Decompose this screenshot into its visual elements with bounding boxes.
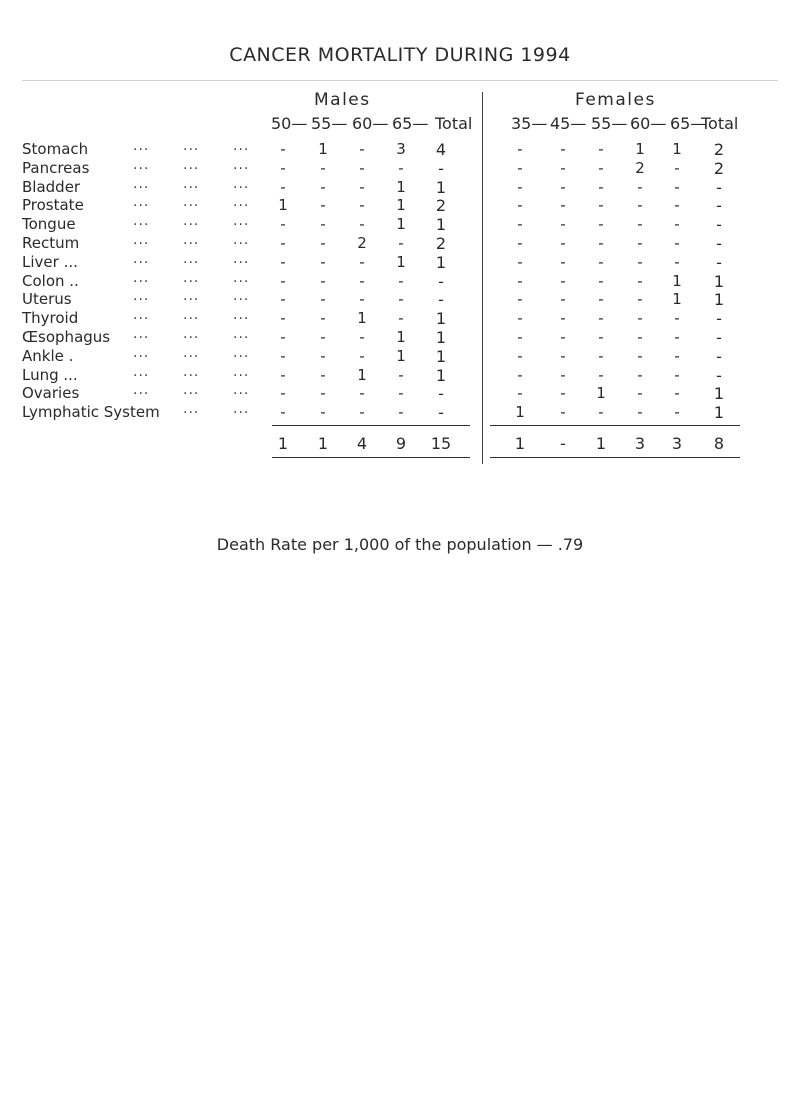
table-row <box>0 363 800 386</box>
male-cell: - <box>438 158 444 178</box>
male-cell: - <box>280 403 286 422</box>
male-cell: - <box>280 140 286 158</box>
female-cell: 1 <box>596 384 606 403</box>
male-cell: 1 <box>357 365 367 384</box>
row-label: Lymphatic System <box>22 403 160 422</box>
female-cell: - <box>674 384 680 403</box>
male-cell: 1 <box>435 177 447 197</box>
male-cell: 1 <box>396 196 406 215</box>
male-cell: - <box>359 215 365 234</box>
leader-dots: ... <box>183 138 200 154</box>
female-cell: - <box>674 252 680 271</box>
leader-dots: ... <box>133 307 150 324</box>
female-cell: - <box>517 234 523 252</box>
top-rule <box>22 80 778 81</box>
female-total-cell: - <box>560 434 566 453</box>
female-cell: 1 <box>515 403 525 422</box>
female-cell: - <box>716 309 722 329</box>
leader-dots: ... <box>183 401 200 418</box>
leader-dots: ... <box>233 382 250 399</box>
male-cell: 1 <box>435 365 447 385</box>
male-cell: - <box>359 403 365 422</box>
male-cell: 1 <box>396 252 406 271</box>
male-cell: 1 <box>435 252 447 272</box>
row-label: Ankle . <box>22 346 74 365</box>
female-cell: 2 <box>635 158 645 177</box>
male-cell: 1 <box>318 140 328 158</box>
leader-dots: ... <box>233 307 250 324</box>
male-cell: 2 <box>435 234 447 253</box>
death-rate-footer: Death Rate per 1,000 of the population — .79 <box>216 535 584 554</box>
female-cell: - <box>560 309 566 328</box>
male-cell: - <box>359 384 365 403</box>
male-cell: 1 <box>357 309 367 328</box>
table-row <box>0 215 800 235</box>
female-cell: - <box>598 365 604 384</box>
female-cell: - <box>637 252 643 271</box>
male-cell: - <box>438 271 444 291</box>
female-cell: - <box>517 140 523 158</box>
leader-dots: ... <box>183 288 200 305</box>
female-cell: - <box>637 177 643 196</box>
males-col-header: 65— <box>392 114 429 133</box>
female-cell: - <box>637 271 643 290</box>
male-cell: - <box>280 384 286 403</box>
leader-dots: ... <box>133 138 150 154</box>
leader-dots: ... <box>233 363 250 380</box>
female-cell: - <box>674 177 680 196</box>
male-cell: - <box>359 346 365 365</box>
male-cell: - <box>280 365 286 384</box>
female-cell: - <box>674 196 680 215</box>
leader-dots: ... <box>133 213 150 230</box>
leader-dots: ... <box>133 363 150 380</box>
female-cell: - <box>517 177 523 196</box>
male-total-cell: 1 <box>317 434 329 453</box>
female-cell: - <box>598 403 604 422</box>
male-cell: - <box>280 346 286 365</box>
female-cell: - <box>598 271 604 290</box>
row-label: Tongue <box>22 215 76 234</box>
females-col-header: Total <box>701 114 739 133</box>
leader-dots: ... <box>183 307 200 324</box>
male-total-cell: 15 <box>430 434 452 453</box>
female-cell: - <box>716 252 722 272</box>
table-row <box>0 403 800 423</box>
leader-dots: ... <box>183 250 200 267</box>
female-cell: - <box>517 365 523 384</box>
female-cell: 1 <box>672 271 682 290</box>
female-cell: - <box>637 196 643 215</box>
male-cell: - <box>438 290 444 310</box>
female-cell: - <box>517 215 523 234</box>
male-cell: - <box>320 365 326 384</box>
female-cell: - <box>674 403 680 422</box>
leader-dots: ... <box>183 363 200 380</box>
female-total-cell: 1 <box>595 434 607 453</box>
male-cell: - <box>280 234 286 252</box>
leader-dots: ... <box>133 382 150 399</box>
female-cell: - <box>598 328 604 346</box>
female-cell: - <box>716 234 722 253</box>
males-col-header: 55— <box>311 114 348 133</box>
table-row <box>0 269 800 292</box>
table-row <box>0 250 800 273</box>
female-cell: - <box>560 290 566 309</box>
female-cell: - <box>674 309 680 328</box>
male-cell: - <box>280 328 286 346</box>
female-cell: - <box>517 328 523 346</box>
female-cell: - <box>560 346 566 365</box>
leader-dots: ... <box>233 326 250 342</box>
totals-rule-bottom <box>490 457 740 458</box>
female-cell: - <box>716 346 722 366</box>
female-cell: - <box>716 215 722 235</box>
female-cell: - <box>598 309 604 328</box>
female-total-cell: 8 <box>713 434 725 453</box>
leader-dots: ... <box>183 382 200 399</box>
male-cell: - <box>398 158 404 177</box>
male-cell: - <box>398 403 404 422</box>
male-cell: - <box>320 346 326 365</box>
female-cell: - <box>716 328 722 347</box>
male-cell: 1 <box>396 328 406 346</box>
female-cell: - <box>674 346 680 365</box>
male-cell: 1 <box>278 196 288 215</box>
female-cell: - <box>598 234 604 252</box>
female-cell: - <box>674 158 680 177</box>
row-label: Pancreas <box>22 158 90 177</box>
female-cell: - <box>517 309 523 328</box>
female-cell: - <box>637 328 643 346</box>
male-cell: - <box>398 271 404 290</box>
totals-values <box>0 434 800 454</box>
female-cell: - <box>560 234 566 252</box>
male-cell: - <box>398 234 404 252</box>
row-label: Bladder <box>22 177 81 196</box>
male-cell: 1 <box>435 346 447 366</box>
leader-dots: ... <box>183 213 200 230</box>
male-cell: - <box>320 177 326 196</box>
leader-dots: ... <box>233 213 250 230</box>
female-cell: - <box>598 290 604 309</box>
female-cell: - <box>598 158 604 177</box>
row-label: Ovaries <box>22 384 80 403</box>
female-cell: 1 <box>713 271 725 291</box>
leader-dots: ... <box>183 269 200 286</box>
female-cell: - <box>716 196 722 216</box>
male-cell: - <box>359 271 365 290</box>
males-col-header: Total <box>435 114 473 133</box>
male-cell: 2 <box>435 196 447 216</box>
male-cell: 1 <box>396 177 406 196</box>
leader-dots: ... <box>133 326 150 342</box>
female-cell: 1 <box>635 140 645 158</box>
female-cell: - <box>560 196 566 215</box>
male-cell: - <box>280 309 286 328</box>
female-cell: - <box>517 384 523 403</box>
female-cell: - <box>560 328 566 346</box>
female-cell: - <box>598 140 604 158</box>
male-cell: - <box>359 177 365 196</box>
male-cell: 4 <box>435 140 447 159</box>
female-cell: - <box>716 365 722 385</box>
row-label: Thyroid <box>22 309 79 328</box>
males-col-header: 50— <box>271 114 308 133</box>
female-cell: 1 <box>713 290 725 310</box>
male-cell: - <box>320 234 326 252</box>
female-cell: - <box>517 290 523 309</box>
female-cell: - <box>598 252 604 271</box>
male-cell: 3 <box>396 140 406 158</box>
male-cell: 1 <box>396 346 406 365</box>
female-cell: - <box>560 158 566 177</box>
female-cell: - <box>637 365 643 384</box>
female-cell: - <box>598 177 604 196</box>
female-cell: - <box>716 177 722 197</box>
females-header: Females <box>575 90 656 110</box>
leader-dots: ... <box>133 344 150 361</box>
table-row <box>0 344 800 367</box>
leader-dots: ... <box>233 250 250 267</box>
male-cell: - <box>398 290 404 309</box>
female-cell: - <box>517 271 523 290</box>
female-cell: - <box>637 309 643 328</box>
table-row <box>0 309 800 329</box>
female-cell: - <box>560 271 566 290</box>
female-cell: 2 <box>713 158 725 178</box>
male-total-cell: 4 <box>356 434 368 453</box>
table-row <box>0 175 800 198</box>
leader-dots: ... <box>133 194 150 211</box>
female-cell: - <box>637 403 643 422</box>
male-cell: - <box>320 309 326 328</box>
female-cell: - <box>517 346 523 365</box>
males-header: Males <box>314 90 371 110</box>
leader-dots: ... <box>133 232 150 248</box>
male-cell: - <box>280 271 286 290</box>
male-cell: - <box>320 271 326 290</box>
female-cell: - <box>637 346 643 365</box>
table-row <box>0 328 800 348</box>
female-cell: - <box>517 158 523 177</box>
male-cell: - <box>359 196 365 215</box>
table-row <box>0 384 800 404</box>
female-cell: - <box>637 384 643 403</box>
female-cell: - <box>598 346 604 365</box>
row-label: Œsophagus <box>22 328 111 346</box>
female-cell: 1 <box>713 384 725 404</box>
female-cell: - <box>637 215 643 234</box>
male-cell: - <box>320 196 326 215</box>
male-cell: 1 <box>435 309 447 329</box>
leader-dots: ... <box>233 401 250 418</box>
leader-dots: ... <box>183 326 200 342</box>
female-cell: - <box>637 290 643 309</box>
table-row <box>0 234 800 254</box>
female-cell: - <box>517 252 523 271</box>
females-col-header: 65— <box>670 114 707 133</box>
totals-rule-top <box>490 425 740 426</box>
table-row <box>0 196 800 216</box>
leader-dots: ... <box>133 288 150 305</box>
row-label: Liver ... <box>22 252 78 271</box>
male-cell: - <box>280 158 286 177</box>
female-cell: - <box>517 196 523 215</box>
row-label: Stomach <box>22 140 89 158</box>
male-cell: - <box>438 384 444 404</box>
male-cell: - <box>320 384 326 403</box>
table-row <box>0 290 800 310</box>
leader-dots: ... <box>233 194 250 211</box>
female-cell: - <box>598 196 604 215</box>
leader-dots: ... <box>133 269 150 286</box>
male-cell: - <box>320 403 326 422</box>
leader-dots: ... <box>183 175 200 192</box>
row-label: Rectum <box>22 234 80 252</box>
table-row <box>0 140 800 160</box>
male-cell: - <box>398 384 404 403</box>
female-total-cell: 3 <box>671 434 683 453</box>
male-cell: 2 <box>357 234 367 252</box>
table-row <box>0 156 800 179</box>
female-cell: - <box>674 234 680 252</box>
leader-dots: ... <box>233 156 250 173</box>
male-cell: - <box>359 290 365 309</box>
leader-dots: ... <box>183 232 200 248</box>
male-cell: - <box>398 365 404 384</box>
leader-dots: ... <box>133 156 150 173</box>
leader-dots: ... <box>183 194 200 211</box>
leader-dots: ... <box>233 175 250 192</box>
male-cell: - <box>359 252 365 271</box>
female-cell: 1 <box>672 290 682 309</box>
female-cell: 1 <box>713 403 725 423</box>
row-label: Lung ... <box>22 365 78 384</box>
page-title: CANCER MORTALITY DURING 1994 <box>229 44 571 66</box>
females-col-header: 35— <box>511 114 548 133</box>
female-cell: - <box>560 365 566 384</box>
female-cell: - <box>674 215 680 234</box>
female-cell: - <box>560 384 566 403</box>
male-cell: - <box>280 252 286 271</box>
female-cell: - <box>637 234 643 252</box>
female-cell: - <box>560 140 566 158</box>
male-cell: - <box>359 158 365 177</box>
leader-dots: ... <box>233 232 250 248</box>
female-cell: - <box>560 403 566 422</box>
female-cell: - <box>598 215 604 234</box>
male-cell: 1 <box>396 215 406 234</box>
female-cell: - <box>560 252 566 271</box>
male-cell: - <box>320 328 326 346</box>
male-cell: - <box>359 328 365 346</box>
totals-rule-bottom <box>272 457 470 458</box>
leader-dots: ... <box>233 288 250 305</box>
leader-dots: ... <box>133 250 150 267</box>
female-total-cell: 3 <box>634 434 646 453</box>
leader-dots: ... <box>233 138 250 154</box>
female-cell: - <box>560 215 566 234</box>
male-cell: - <box>359 140 365 158</box>
male-cell: - <box>398 309 404 328</box>
leader-dots: ... <box>183 156 200 173</box>
female-cell: - <box>560 177 566 196</box>
leader-dots: ... <box>233 269 250 286</box>
male-cell: - <box>280 290 286 309</box>
female-cell: - <box>674 365 680 384</box>
female-total-cell: 1 <box>514 434 526 453</box>
male-cell: - <box>320 252 326 271</box>
male-cell: - <box>280 177 286 196</box>
females-col-header: 60— <box>630 114 667 133</box>
male-cell: - <box>320 290 326 309</box>
male-cell: 1 <box>435 328 447 347</box>
male-cell: - <box>280 215 286 234</box>
female-cell: - <box>674 328 680 346</box>
male-total-cell: 9 <box>395 434 407 453</box>
males-col-header: 60— <box>352 114 389 133</box>
leader-dots: ... <box>233 344 250 361</box>
male-cell: 1 <box>435 215 447 235</box>
male-cell: - <box>320 215 326 234</box>
female-cell: 2 <box>713 140 725 159</box>
row-label: Uterus <box>22 290 72 309</box>
leader-dots: ... <box>133 175 150 192</box>
row-label: Prostate <box>22 196 84 215</box>
totals-rule-top <box>272 425 470 426</box>
male-cell: - <box>438 403 444 423</box>
leader-dots: ... <box>183 344 200 361</box>
male-cell: - <box>320 158 326 177</box>
females-col-header: 45— <box>550 114 587 133</box>
female-cell: 1 <box>672 140 682 158</box>
females-col-header: 55— <box>591 114 628 133</box>
male-total-cell: 1 <box>277 434 289 453</box>
row-label: Colon .. <box>22 271 79 290</box>
